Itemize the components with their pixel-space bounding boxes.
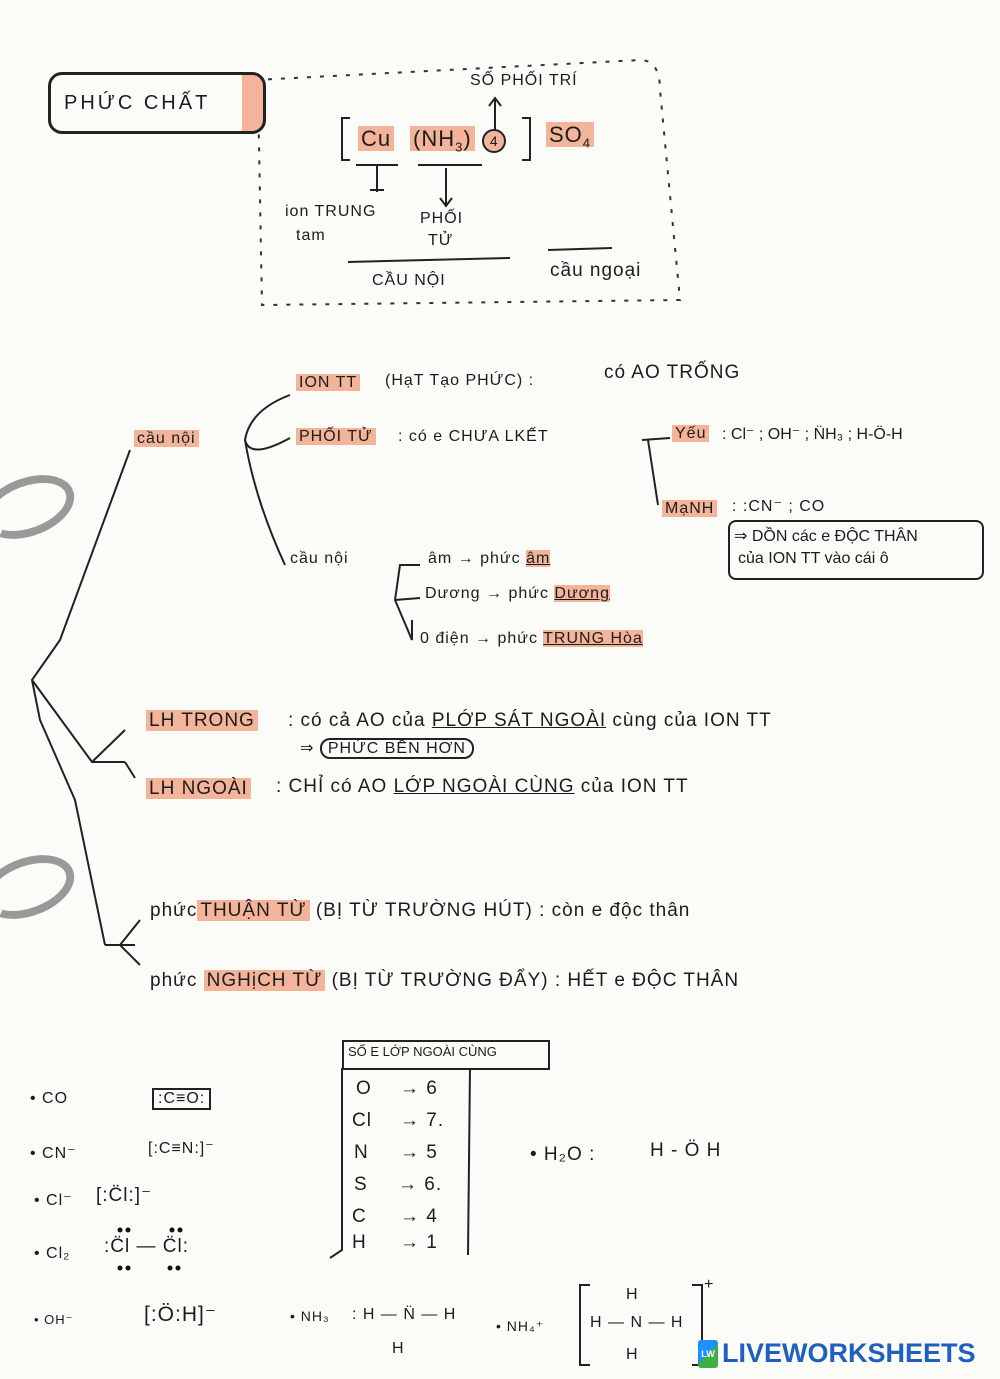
nghich-tu-line: phức NGHịCH TỪ (BỊ TỪ TRƯỜNG ĐẨY) : HẾT e ĐỘC THÂN — [150, 970, 740, 991]
h2o-label: • H₂O : — [530, 1144, 596, 1165]
phoi-tu-label: PHỐI TỬ — [296, 428, 376, 446]
nh3-label: • NH₃ — [290, 1308, 330, 1324]
lh-ngoai-desc: : CHỈ có AO LỚP NGOÀI CÙNG của ION TT — [276, 776, 689, 797]
table-row: Cl → 7. — [352, 1110, 445, 1131]
page-title: PHỨC CHẤT — [64, 92, 211, 114]
formula-ligand-close: ) — [463, 126, 472, 151]
phoi-tu-desc: : có e CHƯA LKẾT — [398, 428, 549, 445]
duong-text: Dương → phức Dương — [425, 585, 610, 602]
nh4-top: H — [626, 1286, 639, 1303]
formula-anion — [546, 122, 594, 150]
oh-struct: [:Ö:H]⁻ — [144, 1303, 217, 1326]
manh-label: MạNH — [662, 500, 717, 518]
yeu-list: : Cl⁻ ; OH⁻ ; N̈H₃ ; H-Ö-H — [722, 426, 903, 443]
cl2-label: • Cl₂ — [34, 1245, 71, 1262]
formula-anion-sub: 4 — [582, 135, 592, 151]
label-ion-trung-tam-1: ion TRUNG — [285, 203, 377, 220]
nh4-mid: H — N — H — [590, 1314, 684, 1331]
ion-tt-label: ION TT — [296, 374, 360, 392]
table-row: C → 4 — [352, 1206, 438, 1227]
label-cau-noi: CẦU NỘI — [372, 272, 446, 289]
so-phoi-tri-label: SỐ PHỐI TRÍ — [470, 72, 578, 89]
table-title: SỐ E LỚP NGOÀI CÙNG — [348, 1044, 497, 1059]
thuan-tu-line: phức THUẬN TỪ (BỊ TỪ TRƯỜNG HÚT) : còn e độc thân — [150, 900, 691, 921]
cn-label: • CN⁻ — [30, 1145, 77, 1162]
cau-noi-root: cầu nội — [134, 430, 199, 448]
nh3-struct: : H — N̈ — H — [352, 1306, 457, 1323]
label-ion-trung-tam-2: tam — [296, 227, 326, 244]
yeu-label: Yếu — [672, 425, 709, 443]
ion-tt-desc: (HạT Tạo PHỨC) : — [385, 372, 535, 389]
manh-note-1: ⇒ DỒN các e ĐỘC THÂN — [734, 528, 918, 545]
lh-ngoai-label: LH NGOÀI — [146, 778, 251, 800]
table-row: S → 6. — [354, 1174, 443, 1195]
manh-list: : :CN⁻ ; CO — [732, 498, 826, 515]
am-text: âm → phức âm — [428, 550, 551, 567]
cl2-struct: :C̈l — C̈l: — [104, 1236, 189, 1257]
co-label: • CO — [30, 1090, 69, 1107]
lh-trong-desc: : có cả AO của PLỚP SÁT NGOÀI cùng của ION TT — [288, 710, 772, 731]
label-phoi-tu-1: PHỐI — [420, 210, 464, 227]
formula-cu: Cu — [358, 126, 394, 151]
cau-noi-2: cầu nội — [290, 550, 349, 567]
formula-ligand-text: (NH — [413, 126, 456, 151]
formula-anion-text: SO — [549, 122, 583, 147]
formula-ligand-sub: 3 — [455, 139, 464, 155]
liveworksheets-logo: LW — [698, 1340, 718, 1368]
ion-tt-value: có AO TRỐNG — [604, 362, 741, 383]
table-row: O → 6 — [356, 1078, 438, 1099]
lh-trong-result: ⇒ PHỨC BỀN HƠN — [300, 738, 474, 758]
formula-count: 4 — [482, 129, 506, 153]
cn-struct: [:C≡N:]⁻ — [148, 1140, 215, 1157]
cl-struct: [:C̈l:]⁻ — [96, 1185, 153, 1206]
formula-ligand — [410, 126, 506, 154]
co-struct: :C≡O: — [152, 1088, 211, 1110]
oh-label: • OH⁻ — [34, 1312, 74, 1327]
manh-note-2: của ION TT vào cái ô — [738, 550, 889, 567]
label-cau-ngoai: cầu ngoại — [550, 260, 642, 281]
lh-trong-label: LH TRONG — [146, 710, 258, 732]
nh4-label: • NH₄⁺ — [496, 1318, 545, 1334]
label-phoi-tu-2: TỬ — [428, 232, 454, 249]
formula-central-ion — [358, 126, 394, 152]
dien-text: 0 điện → phức TRUNG Hòa — [420, 630, 643, 647]
nh4-charge: + — [704, 1276, 715, 1293]
nh4-bottom: H — [626, 1346, 639, 1363]
nh3-bottom: H — [392, 1340, 405, 1357]
cl-label: • Cl⁻ — [34, 1192, 73, 1209]
table-row: H → 1 — [352, 1232, 438, 1253]
liveworksheets-watermark: LIVEWORKSHEETS — [722, 1338, 976, 1368]
h2o-struct: H - Ö H — [650, 1140, 722, 1161]
table-row: N → 5 — [354, 1142, 438, 1163]
